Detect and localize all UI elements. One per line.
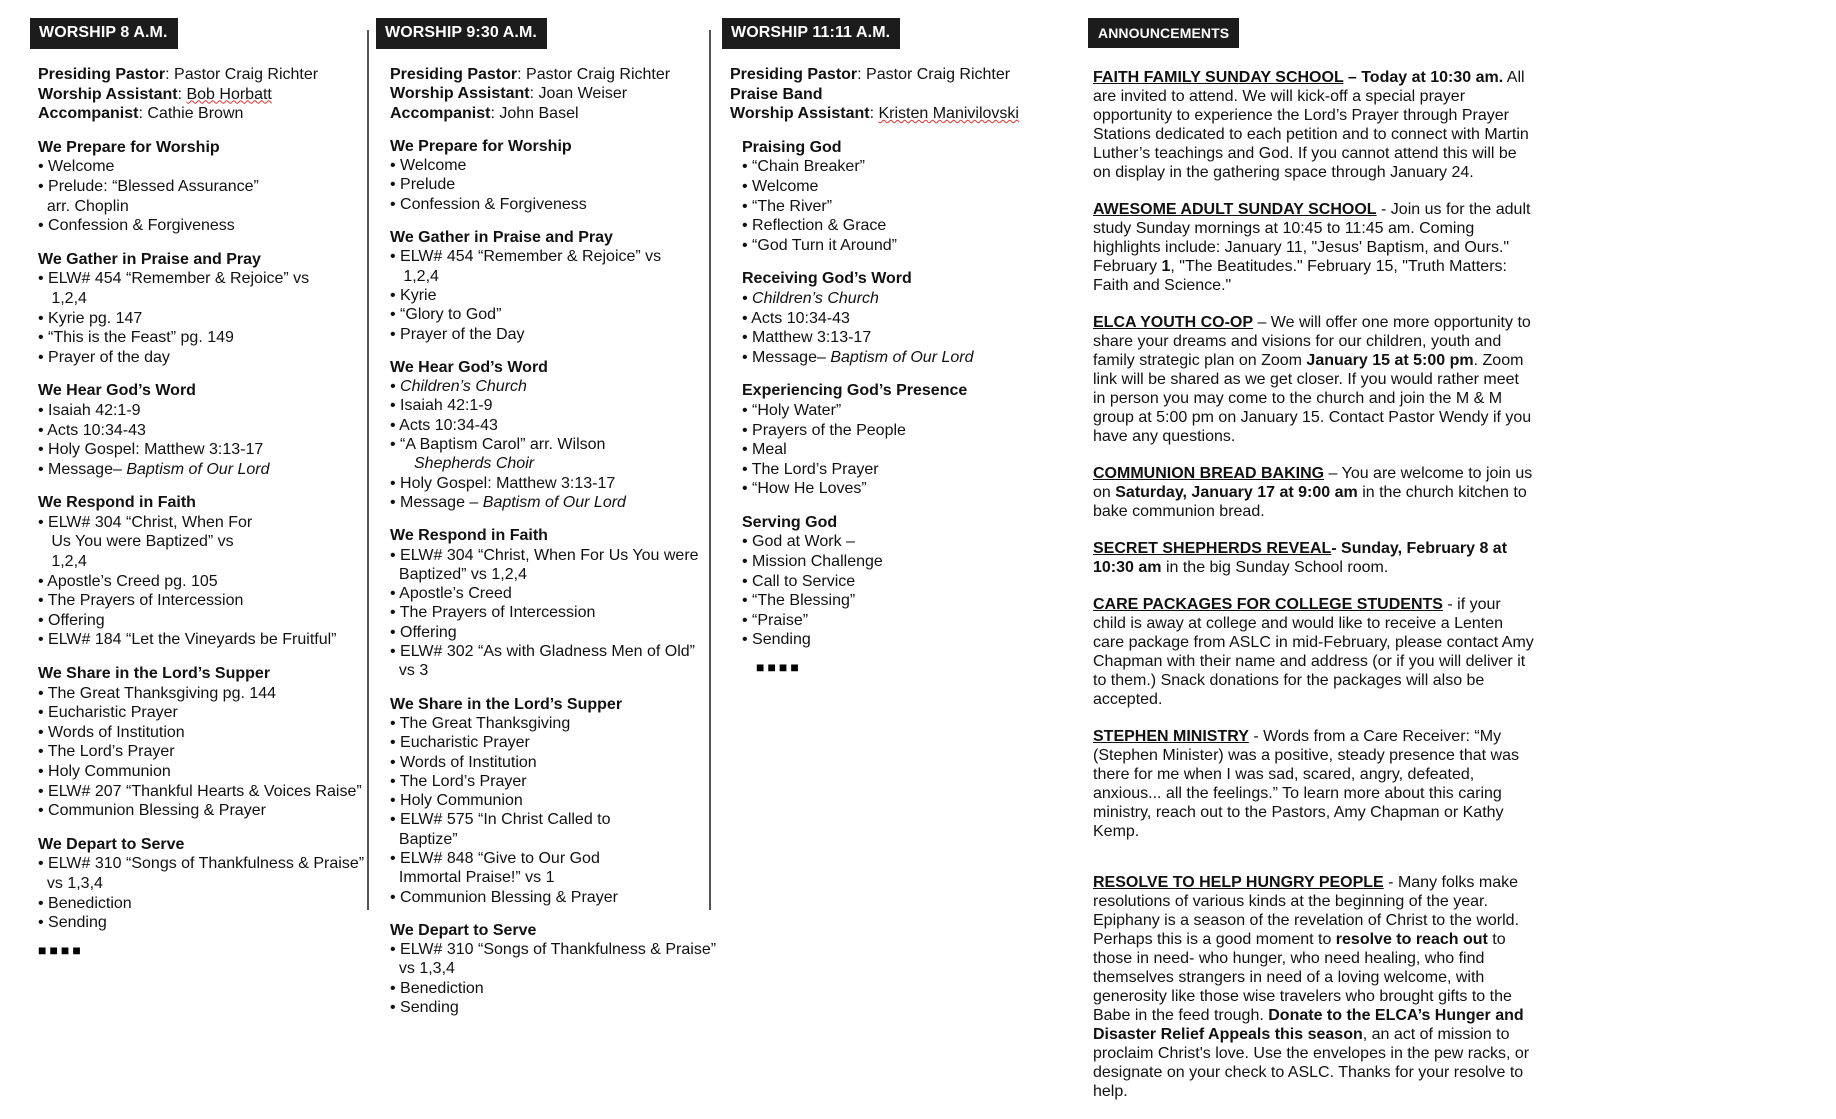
order-item: • Meal [742,441,787,459]
staff-label: Worship Assistant [730,105,870,123]
worship-930am-header: WORSHIP 9:30 A.M. [376,18,547,49]
order-item: • ELW# 302 “As with Gladness Men of Old” [390,643,695,661]
order-item: • The Prayers of Intercession [38,592,244,610]
column-divider [367,30,369,910]
order-item: • Prelude [390,176,456,194]
choir-name: Shepherds Choir [414,455,535,473]
message-title: Baptism of Our Lord [126,460,270,478]
order-item [38,460,364,480]
announcement-text: in the church kitchen to bake communion bread. [1093,484,1527,520]
announcement-title: ELCA YOUTH CO-OP [1093,314,1254,331]
staff-name: John Basel [499,104,579,122]
staff-name: Cathie Brown [147,105,244,123]
order-section [742,513,1019,650]
section-title: Experiencing God’s Presence [742,382,968,400]
order-section [38,664,364,821]
announcement-text: to those in need- who hunger, who need healing, who find themselves strangers in need of a loving welcome, with generosity like those wise travelers who brought gifts to the Babe in the feed trough. [1093,931,1512,1024]
announcement-text: , "The Beatitudes." February 15, "Truth Matters: Faith and Science." [1093,258,1507,294]
message-title: Baptism of Our Lord [482,493,626,511]
order-item: • Welcome [390,157,467,175]
order-section [390,137,716,214]
order-item: • Holy Communion [38,763,171,780]
announcement-text: - Sunday, February 8 at 10:30 am [1093,540,1508,576]
worship-8am-header: WORSHIP 8 A.M. [30,18,178,49]
praise-band-label: Praise Band [730,85,823,103]
order-item: • Apostle’s Creed pg. 105 [38,572,218,590]
order-item: • Welcome [38,158,115,176]
staff-name: Pastor Craig Richter [526,66,671,83]
order-item: • Prayer of the Day [390,325,525,343]
order-item: • The Great Thanksgiving pg. 144 [38,684,277,702]
order-item: Us You were Baptized” vs [38,533,234,551]
announcements-column [1088,18,1534,1119]
order-item: • Benediction [390,979,484,997]
staff-label: Presiding Pastor [730,66,858,83]
staff-name: Pastor Craig Richter [174,66,319,83]
order-item: • ELW# 207 “Thankful Hearts & Voices Raise” [38,782,362,800]
order-section [38,138,364,236]
order-item: • “This is the Feast” pg. 149 [38,329,234,347]
section-title: Serving God [742,513,838,531]
staff-name: Bob Horbatt [186,85,272,103]
order-item: • The Lord’s Prayer [38,743,175,761]
staff-name: Kristen Manivilovski [878,105,1019,123]
section-title: We Depart to Serve [38,835,185,853]
announcement-text: . Zoom link will be shared as we get closer. If you would rather meet in person you may come to the church and join the M & M group at 5:00 pm on January 15. Contact Pastor Wendy if you have any questions. [1093,352,1532,445]
section-title: We Prepare for Worship [38,138,220,156]
order-item: • ELW# 848 “Give to Our God [390,849,600,867]
order-item: • “Glory to God” [390,306,502,324]
message-prefix: • Message– [742,348,831,366]
order-item: Baptized” vs 1,2,4 [390,565,527,583]
order-item: • Acts 10:34-43 [390,416,498,434]
staff-list: Presiding Pastor: Pastor Craig Richter Worship Assistant: Joan Weiser Accompanist: John Basel [390,66,671,122]
order-item: • Children’s Church [742,289,879,307]
order-item [742,348,1019,368]
section-title: We Gather in Praise and Pray [38,250,261,268]
announcement-text: Donate to the ELCA’s Hunger and Disaster Relief Appeals this season [1093,1007,1524,1043]
order-item: 1,2,4 [38,289,87,307]
order-item: • ELW# 304 “Christ, When For [38,513,253,531]
order-item: • Confession & Forgiveness [390,195,587,213]
order-item: • The Great Thanksgiving [390,714,571,732]
order-item: 1,2,4 [390,267,439,285]
announcement-item [1093,539,1534,577]
worship-8am-body [38,65,364,960]
staff-label: Worship Assistant [38,85,178,103]
order-item: 1,2,4 [38,553,87,571]
order-section [38,835,364,933]
announcement-text: – You are welcome to join us on [1093,465,1533,501]
staff-list: Presiding Pastor: Pastor Craig Richter Worship Assistant: Bob Horbatt Accompanist: Cathie Brown [38,66,319,123]
section-title: We Depart to Serve [390,921,537,939]
order-item: • ELW# 304 “Christ, When For Us You were [390,546,699,564]
column-divider [709,30,711,910]
announcement-item [1093,595,1534,709]
announcement-item [1093,313,1534,446]
staff-name: Joan Weiser [538,85,628,103]
order-item: • Apostle’s Creed [390,585,512,603]
order-section [390,526,716,680]
worship-1111am-column [722,18,1019,678]
announcement-text: , an act of mission to proclaim Christ's love. Use the envelopes in the pew racks, or designate on your check to ASLC. Thanks for your resolve to help. [1093,1026,1530,1100]
announcement-title: CARE PACKAGES FOR COLLEGE STUDENTS [1093,596,1443,613]
order-item: • Acts 10:34-43 [38,421,146,439]
order-item: • Sending [38,914,107,932]
announcement-text: - Words from a Care Receiver: “My (Stephen Minister) was a positive, steady presence that was there for me when I was sad, scared, angry, defeated, anxious... all the feelings.” To learn more about this caring ministry, reach out to the Pastors, Amy Chapman or Kathy Kemp. [1093,728,1519,840]
announcement-title: COMMUNION BREAD BAKING [1093,465,1325,482]
order-section [742,269,1019,367]
order-item: • Eucharistic Prayer [38,704,178,722]
announcement-title: AWESOME ADULT SUNDAY SCHOOL [1093,201,1377,218]
order-item: • Holy Communion [390,792,523,810]
announcement-text: 1 [1161,258,1171,275]
order-item: • “The Blessing” [742,592,856,610]
order-section [390,921,716,1017]
end-mark: ■■■■ [756,659,802,676]
order-section [742,138,1019,256]
order-item: vs 1,3,4 [38,874,103,892]
announcement-text: - Join us for the adult study Sunday mornings at 10:45 to 11:45 am. Coming highlights include: January 11, "Jesus' Baptism, and Ours." February [1093,201,1531,275]
announcement-item [1093,68,1534,182]
order-item: • Kyrie pg. 147 [38,309,143,327]
announcement-title: SECRET SHEPHERDS REVEAL [1093,540,1332,557]
staff-list: Presiding Pastor: Pastor Craig Richter Praise Band Worship Assistant: Kristen Manivilovski [730,66,1019,123]
order-item: • “Praise” [742,611,809,629]
message-title: Baptism of Our Lord [830,348,974,366]
order-item: • Sending [742,631,811,649]
order-section [390,695,716,907]
order-item: • Prelude: “Blessed Assurance” [38,177,259,195]
section-title: Receiving God’s Word [742,270,912,288]
staff-label: Presiding Pastor [390,66,518,83]
announcement-text: All are invited to attend. We will kick-off a special prayer opportunity to experience the Lord’s Prayer through Prayer Stations dedicated to each petition and to connect with Martin Luther’s teachings and God. If you cannot attend this will be on display in the gathering space through January 24. [1093,69,1529,181]
order-item: • Kyrie [390,286,437,304]
order-section [38,493,364,650]
order-item: • Communion Blessing & Prayer [38,802,266,820]
order-item: • “A Baptism Carol” arr. Wilson [390,436,606,454]
order-item: arr. Choplin [38,197,129,215]
order-item: • Call to Service [742,572,856,590]
announcement-item [1093,727,1534,841]
order-item: • Words of Institution [390,753,537,771]
section-title: We Gather in Praise and Pray [390,229,613,247]
staff-label: Presiding Pastor [38,66,166,83]
staff-label: Accompanist [390,104,491,122]
section-title: We Respond in Faith [390,527,548,545]
worship-930am-body [390,65,716,1017]
order-item: • Isaiah 42:1-9 [390,397,493,415]
announcement-title: FAITH FAMILY SUNDAY SCHOOL [1093,69,1344,86]
announcement-title: RESOLVE TO HELP HUNGRY PEOPLE [1093,874,1384,891]
section-title: We Hear God’s Word [38,382,196,400]
announcement-text: – We will offer one more opportunity to share your dreams and visions for our children, youth and family strategic plan on Zoom [1093,314,1531,369]
order-section [390,228,716,344]
order-item: • “God Turn it Around” [742,236,898,254]
order-item: • Holy Gospel: Matthew 3:13-17 [390,474,616,492]
order-item: • Matthew 3:13-17 [742,329,872,347]
order-item: • Communion Blessing & Prayer [390,888,618,906]
end-mark: ■■■■ [38,941,84,958]
worship-1111am-body [730,65,1019,678]
order-item: • ELW# 184 “Let the Vineyards be Fruitful” [38,631,337,649]
order-item: • Mission Challenge [742,553,883,571]
order-item: • The Lord’s Prayer [390,772,527,790]
order-item: • God at Work – [742,533,855,551]
announcement-text: - Many folks make resolutions of various kinds at the beginning of the year. Epiphany is a season of the revelation of Christ to the world. Perhaps this is a good moment to [1093,874,1520,948]
order-item: • Confession & Forgiveness [38,217,235,235]
announcement-text: in the big Sunday School room. [1161,559,1389,576]
order-item: • Children’s Church [390,378,527,396]
section-title: We Prepare for Worship [390,137,572,155]
order-section [390,358,716,512]
worship-930am-column [376,18,716,1017]
order-item: • Sending [390,999,459,1017]
announcement-text: Saturday, January 17 at 9:00 am [1115,484,1358,501]
order-item: • “Holy Water” [742,401,842,419]
order-item: vs 3 [390,662,429,680]
section-title: We Share in the Lord’s Supper [390,695,623,713]
order-item: • Benediction [38,894,132,912]
order-item: vs 1,3,4 [390,960,455,978]
announcement-text: resolve to reach out [1335,931,1488,948]
announcement-item [1093,464,1534,521]
worship-1111am-header: WORSHIP 11:11 A.M. [722,18,900,49]
order-item: • Holy Gospel: Matthew 3:13-17 [38,441,264,459]
order-item: • The Prayers of Intercession [390,604,596,622]
announcements-header: ANNOUNCEMENTS [1088,18,1239,48]
worship-8am-column [30,18,364,960]
message-prefix: • Message– [38,460,127,478]
message-prefix: • Message – [390,493,483,511]
staff-name: Pastor Craig Richter [866,66,1011,83]
order-section [742,381,1019,499]
order-item: • Reflection & Grace [742,217,887,235]
announcement-title: STEPHEN MINISTRY [1093,728,1249,745]
section-title: We Hear God’s Word [390,358,548,376]
staff-label: Accompanist [38,105,139,123]
order-item: • Isaiah 42:1-9 [38,401,141,419]
order-item: • “How He Loves” [742,480,867,498]
announcements-list [1093,68,1534,1101]
order-item: Baptize” [390,830,458,848]
order-item: • Welcome [742,177,819,195]
order-item: • ELW# 310 “Songs of Thankfulness & Praise” [390,941,717,959]
order-section [38,381,364,479]
order-item: • ELW# 575 “In Christ Called to [390,811,611,829]
staff-label: Worship Assistant [390,85,530,103]
order-item: • Acts 10:34-43 [742,309,850,327]
order-item: • ELW# 454 “Remember & Rejoice” vs [38,270,310,288]
order-item: • Prayer of the day [38,348,170,366]
order-item: • Offering [390,623,457,641]
order-item: • The Lord’s Prayer [742,460,879,478]
order-item: Immortal Praise!” vs 1 [390,869,555,887]
order-item: • Prayers of the People [742,421,906,439]
section-title: We Share in the Lord’s Supper [38,665,271,683]
order-item [390,493,716,512]
order-item: • Words of Institution [38,723,185,741]
announcement-item [1093,873,1534,1101]
order-item: • Eucharistic Prayer [390,734,530,752]
section-title: Praising God [742,138,842,156]
announcement-text: – Today at 10:30 am. [1343,69,1504,86]
order-item: • Offering [38,611,105,629]
announcement-text: - if your child is away at college and would like to receive a Lenten care package from ASLC in mid-February, please contact Amy Chapman with their name and address (or if you will deliver it to them.) Snack donations for the packages will also be accepted. [1093,596,1534,708]
order-item: • ELW# 310 “Songs of Thankfulness & Praise” [38,855,365,873]
section-title: We Respond in Faith [38,494,196,512]
order-section [38,250,364,368]
order-item: • “Chain Breaker” [742,158,865,176]
announcement-text: January 15 at 5:00 pm [1306,352,1474,369]
order-item: • ELW# 454 “Remember & Rejoice” vs [390,248,662,266]
order-item: • “The River” [742,197,833,215]
announcement-item [1093,200,1534,295]
